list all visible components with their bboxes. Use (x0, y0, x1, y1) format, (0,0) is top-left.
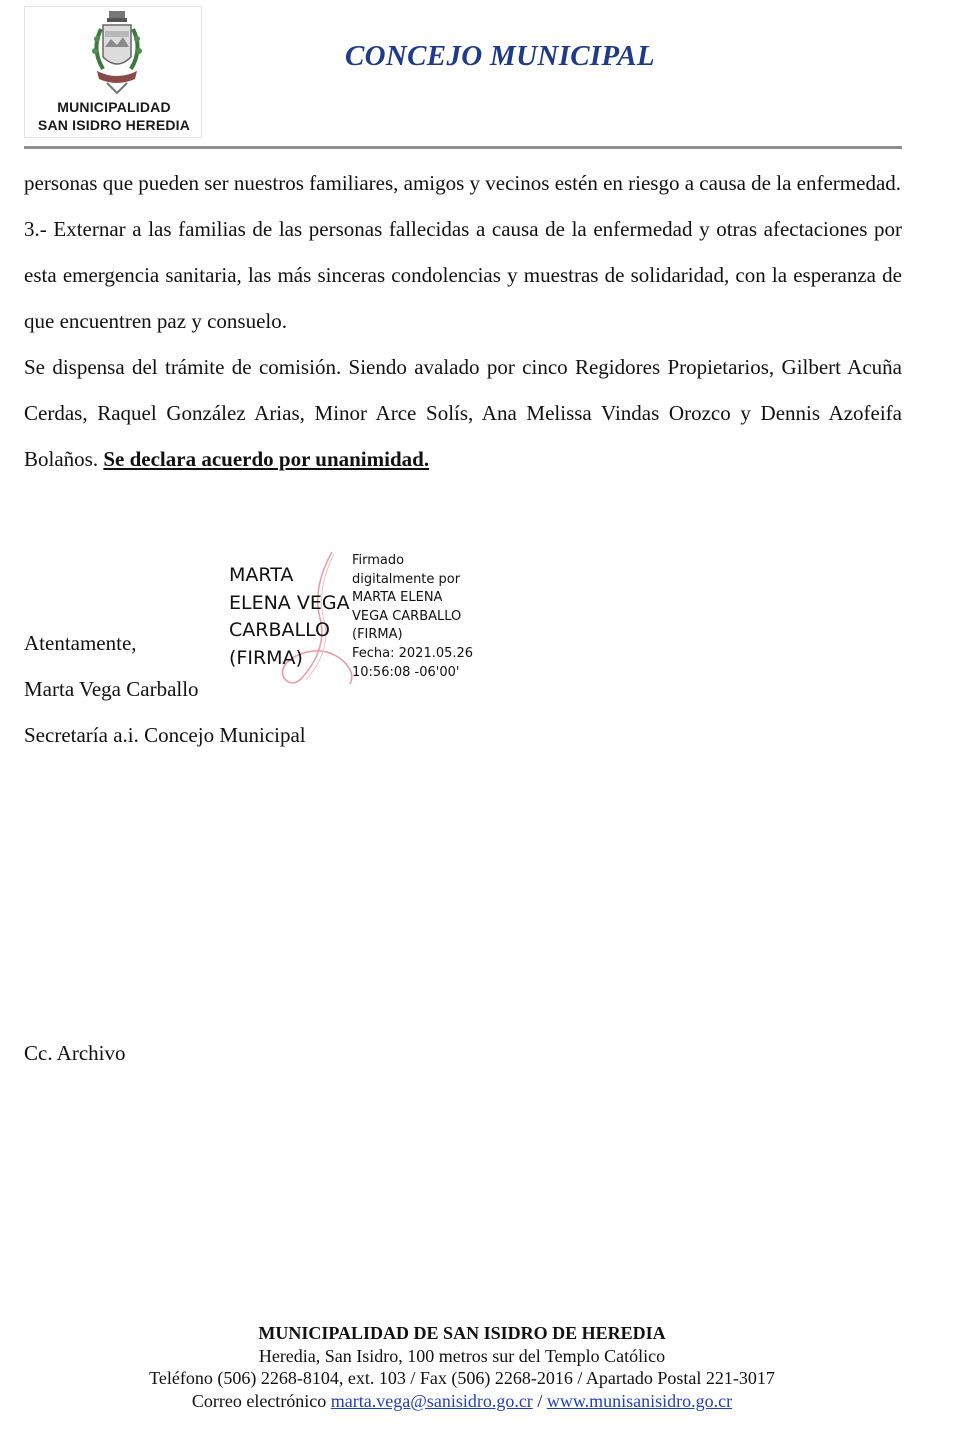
agreement-statement: Se declara acuerdo por unanimidad. (103, 447, 430, 471)
paragraph-point-3: 3.- Externar a las familias de las personas fallecidas a causa de la enfermedad y otras afectaciones por esta emergencia sanitaria, las más sinceras condolencias y muestras de solidaridad, con la esperanza de que encuentren paz y consuelo. (24, 217, 902, 333)
paragraph-continuation: personas que pueden ser nuestros familiares, amigos y vecinos estén en riesgo a causa de la enfermedad. (24, 171, 902, 195)
signer-role: Secretaría a.i. Concejo Municipal (24, 723, 306, 747)
digital-info-line: digitalmente por (352, 571, 461, 587)
municipal-logo (24, 6, 202, 138)
logo-text-line1: MUNICIPALIDAD (57, 99, 171, 115)
closing-salutation: Atentamente, (24, 631, 137, 655)
document-body (24, 160, 902, 482)
digital-name-line: CARBALLO (229, 619, 330, 641)
footer-email-label: Correo electrónico (191, 1390, 331, 1411)
page-title: CONCEJO MUNICIPAL (345, 40, 655, 72)
footer-title: MUNICIPALIDAD DE SAN ISIDRO DE HEREDIA (258, 1323, 666, 1343)
digital-info-line: 10:56:08 -06'00' (352, 664, 460, 680)
footer-website-link[interactable]: www.munisanisidro.go.cr (546, 1390, 733, 1411)
digital-signature-info (352, 552, 482, 682)
digital-info-line: (FIRMA) (352, 627, 403, 643)
digital-name-line: ELENA VEGA (229, 591, 350, 614)
digital-info-line: Firmado (352, 553, 405, 568)
coat-of-arms-icon (89, 9, 145, 95)
digital-info-line: MARTA ELENA (352, 590, 443, 606)
footer-address: Heredia, San Isidro, 100 metros sur del Templo Católico (258, 1345, 666, 1366)
digital-name-line: MARTA (229, 564, 294, 586)
page-footer (0, 1322, 924, 1412)
footer-separator: / (532, 1390, 547, 1411)
footer-email-link[interactable]: marta.vega@sanisidro.go.cr (330, 1390, 533, 1411)
header-divider (24, 146, 902, 149)
footer-contact (0, 1390, 924, 1413)
dispensation-text: Se dispensa del trámite de comisión. Siendo avalado por cinco Regidores Propietarios, Gilbert Acuña Cerdas, Raquel González Arias, Minor Arce Solís, Ana Melissa Vindas Orozco y Dennis Azofeifa Bolaños. (24, 355, 902, 471)
footer-phone: Teléfono (506) 2268-8104, ext. 103 / Fax (506) 2268-2016 / Apartado Postal 221-3017 (149, 1368, 775, 1388)
digital-info-line: Fecha: 2021.05.26 (352, 645, 474, 661)
logo-text-line2: SAN ISIDRO HEREDIA (37, 117, 191, 133)
paragraph-dispensation (24, 344, 902, 482)
signer-name: Marta Vega Carballo (24, 677, 199, 701)
digital-signature-name (229, 562, 359, 672)
digital-info-line: VEGA CARBALLO (352, 608, 462, 624)
digital-name-line: (FIRMA) (229, 646, 303, 669)
carbon-copy: Cc. Archivo (24, 1041, 126, 1065)
